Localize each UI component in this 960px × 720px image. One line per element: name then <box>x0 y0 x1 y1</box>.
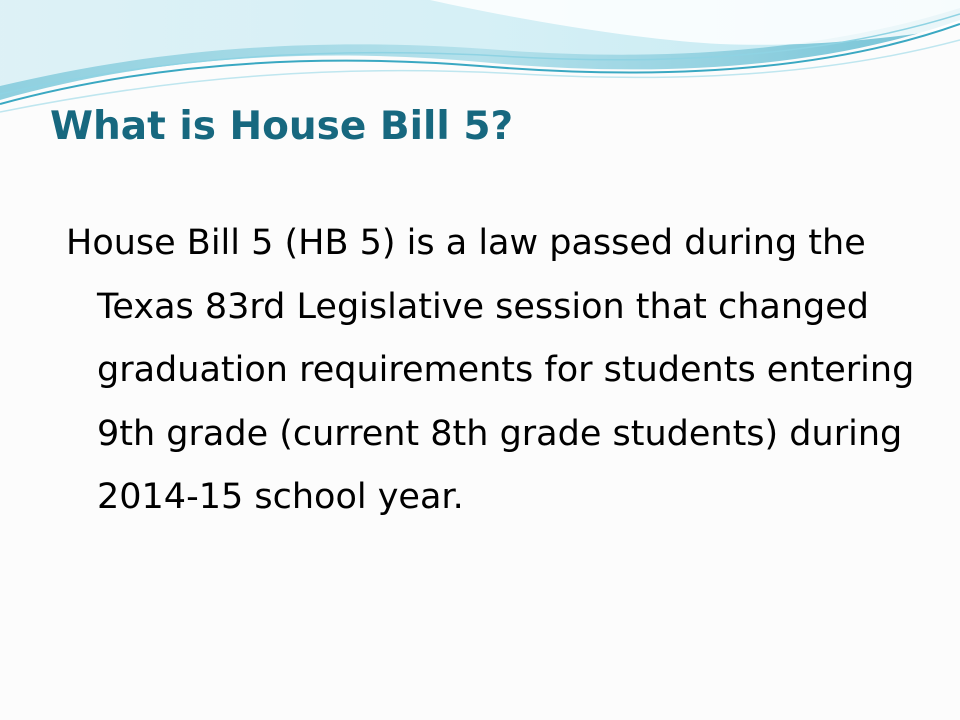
header-wave-decoration <box>0 0 960 120</box>
slide-title: What is House Bill 5? <box>50 104 514 149</box>
slide-body-text: House Bill 5 (HB 5) is a law passed during the Texas 83rd Legislative session that changed graduation requirements for students entering 9th grade (current 8th grade students) during 2014-15 school year. <box>66 223 915 517</box>
